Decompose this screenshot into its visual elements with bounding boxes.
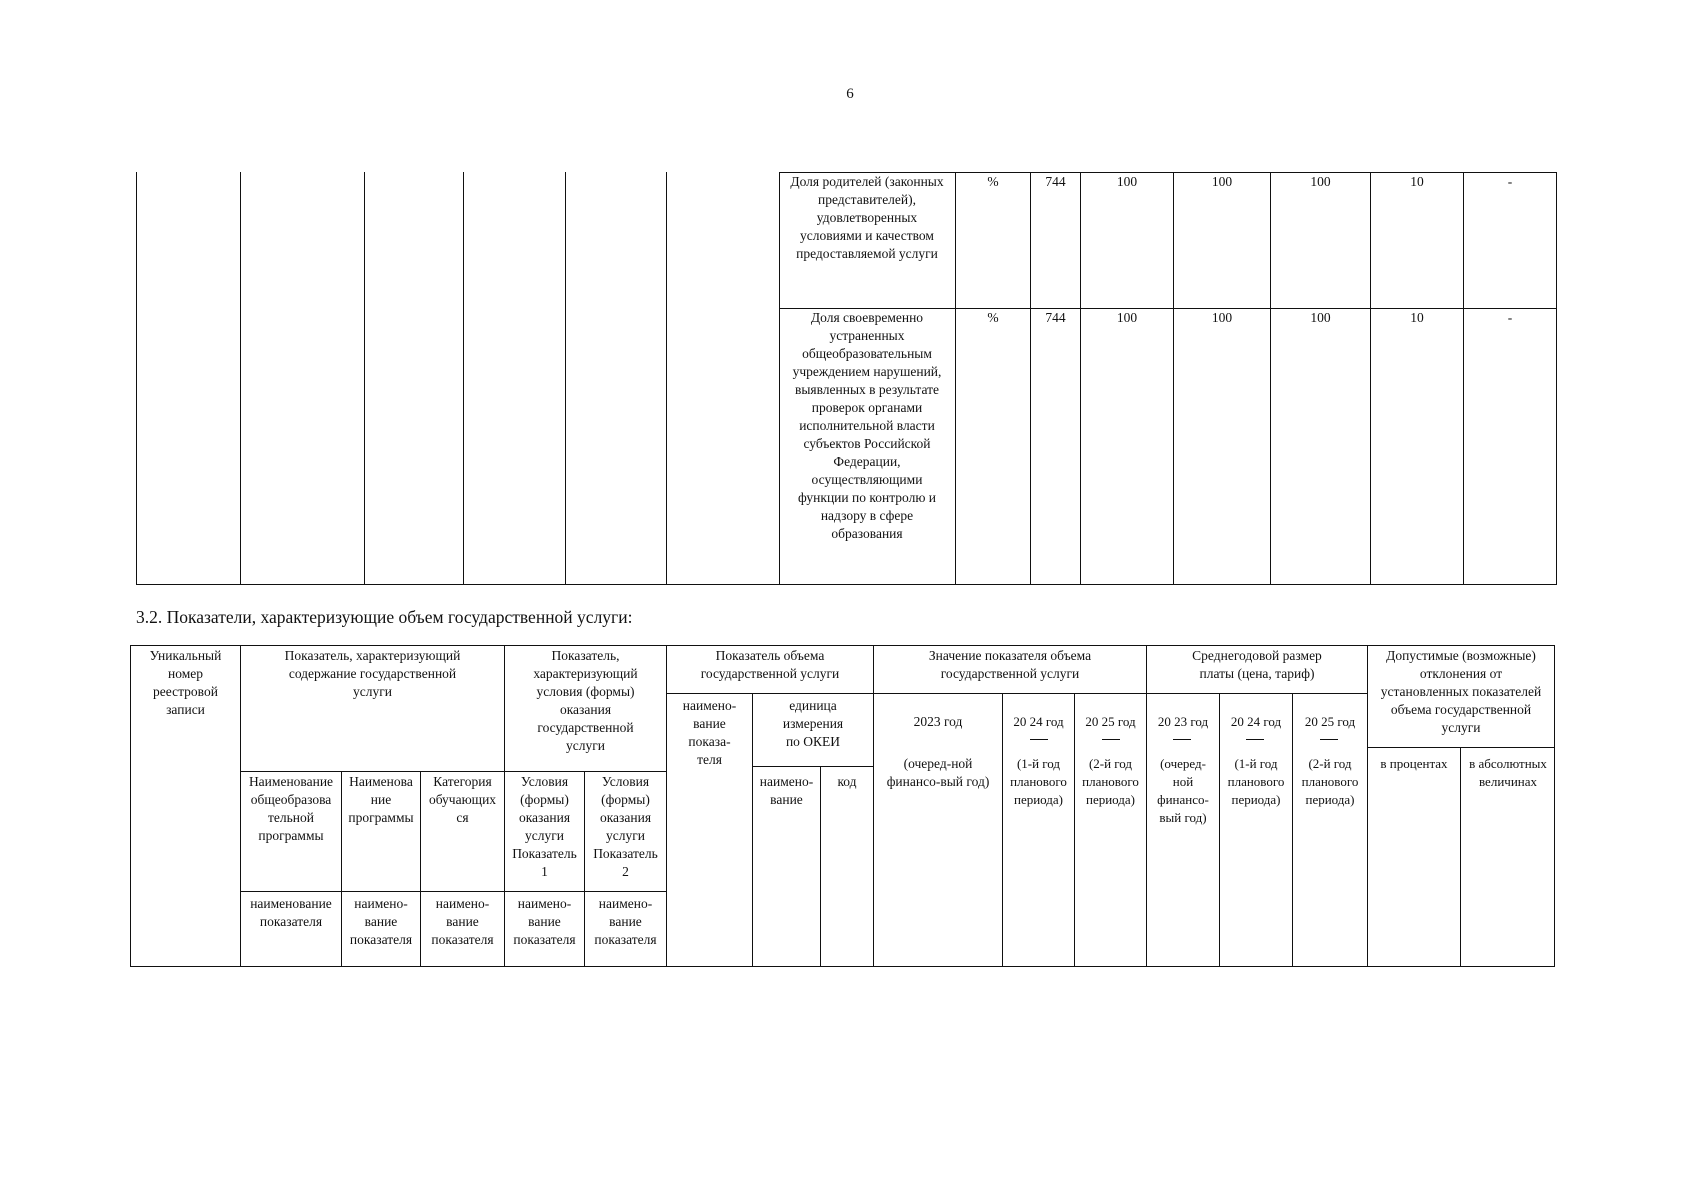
fee-year-2-desc: (1-й год планового периода) [1227, 756, 1285, 807]
subheader-okei-unit: единица измерения по ОКЕИ [782, 698, 844, 749]
upper-row2-percent: 10 [1410, 310, 1424, 325]
page-number: 6 [846, 86, 854, 102]
fee-year-1-desc: (очеред- ной финансо- вый год) [1157, 756, 1209, 825]
header-value-indicator: Значение показателя объема государственной услуги [928, 648, 1092, 681]
row-name-condition-1: наимено- вание показателя [513, 896, 576, 947]
upper-row1-2024: 100 [1211, 174, 1233, 189]
subheader-unit-name: наимено- вание [759, 774, 814, 807]
upper-row2-code: 744 [1045, 310, 1066, 325]
fee-year-1: 20 23 год [1157, 714, 1209, 729]
header-conditions-indicator: Показатель, характеризующий условия (формы) оказания государственной услуги [533, 648, 638, 753]
upper-row2-unit: % [987, 310, 999, 325]
row-name-condition-2: наимено- вание показателя [594, 896, 657, 947]
subheader-indicator-name: наимено- вание показа- теля [682, 698, 737, 767]
upper-row1-2025: 100 [1310, 174, 1331, 189]
subheader-condition-1: Условия (формы) оказания услуги Показатель 1 [512, 774, 577, 879]
subheader-condition-2: Условия (формы) оказания услуги Показатель 2 [593, 774, 658, 879]
header-allowed-deviation: Допустимые (возможные) отклонения от установленных показателей объема государственной услуги [1380, 648, 1542, 735]
header-fee: Среднегодовой размер платы (цена, тариф) [1192, 648, 1322, 681]
upper-row2-2024: 100 [1211, 310, 1233, 325]
subheader-student-category: Категория обучающих ся [428, 774, 497, 825]
subheader-unit-code: код [837, 774, 857, 789]
upper-row2-2023: 100 [1116, 310, 1138, 325]
value-year-1: 2023 год [913, 714, 963, 729]
upper-row1-absolute: - [1507, 174, 1513, 189]
upper-row1-unit: % [987, 174, 999, 189]
header-unique-number: Уникальный номер реестровой записи [149, 648, 222, 717]
allowed-percent: в процентах [1380, 756, 1448, 771]
value-year-2-desc: (1-й год планового периода) [1010, 756, 1067, 807]
upper-row2-indicator: Доля своевременно устраненных общеобразовательным учреждением нарушений, выявленных в результате проверок органами исполнительной власти субъектов Российской Федерации, осуществляющими функции по контролю и надзору в сфере образования [792, 310, 942, 541]
upper-row1-code: 744 [1045, 174, 1066, 189]
value-year-3: 20 25 год [1085, 714, 1136, 729]
upper-row1-2023: 100 [1116, 174, 1138, 189]
fee-year-2: 20 24 год [1230, 714, 1282, 729]
value-year-1-desc: (очеред-ной финансо-вый год) [886, 756, 990, 789]
upper-row1-indicator: Доля родителей (законных представителей), удовлетворенных условиями и качеством предоставляемой услуги [790, 174, 944, 261]
upper-row1-percent: 10 [1410, 174, 1424, 189]
row-name-category: наимено- вание показателя [431, 896, 494, 947]
header-volume-indicator: Показатель объема государственной услуги [700, 648, 840, 681]
value-year-3-desc: (2-й год планового периода) [1082, 756, 1139, 807]
fee-year-3-desc: (2-й год планового периода) [1301, 756, 1359, 807]
fee-year-3: 20 25 год [1304, 714, 1356, 729]
header-content-indicator: Показатель, характеризующий содержание государственной услуги [284, 648, 461, 699]
upper-row2-2025: 100 [1310, 310, 1331, 325]
subheader-program-name: Наименование общеобразова тельной программы [248, 774, 334, 843]
upper-row2-absolute: - [1507, 310, 1513, 325]
row-name-program: наименование показателя [250, 896, 332, 929]
subheader-program: Наименова ние программы [348, 774, 414, 825]
section-heading: 3.2. Показатели, характеризующие объем государственной услуги: [136, 607, 633, 627]
value-year-2: 20 24 год [1013, 714, 1064, 729]
row-name-program-2: наимено- вание показателя [349, 896, 413, 947]
allowed-absolute: в абсолютных величинах [1469, 756, 1547, 789]
